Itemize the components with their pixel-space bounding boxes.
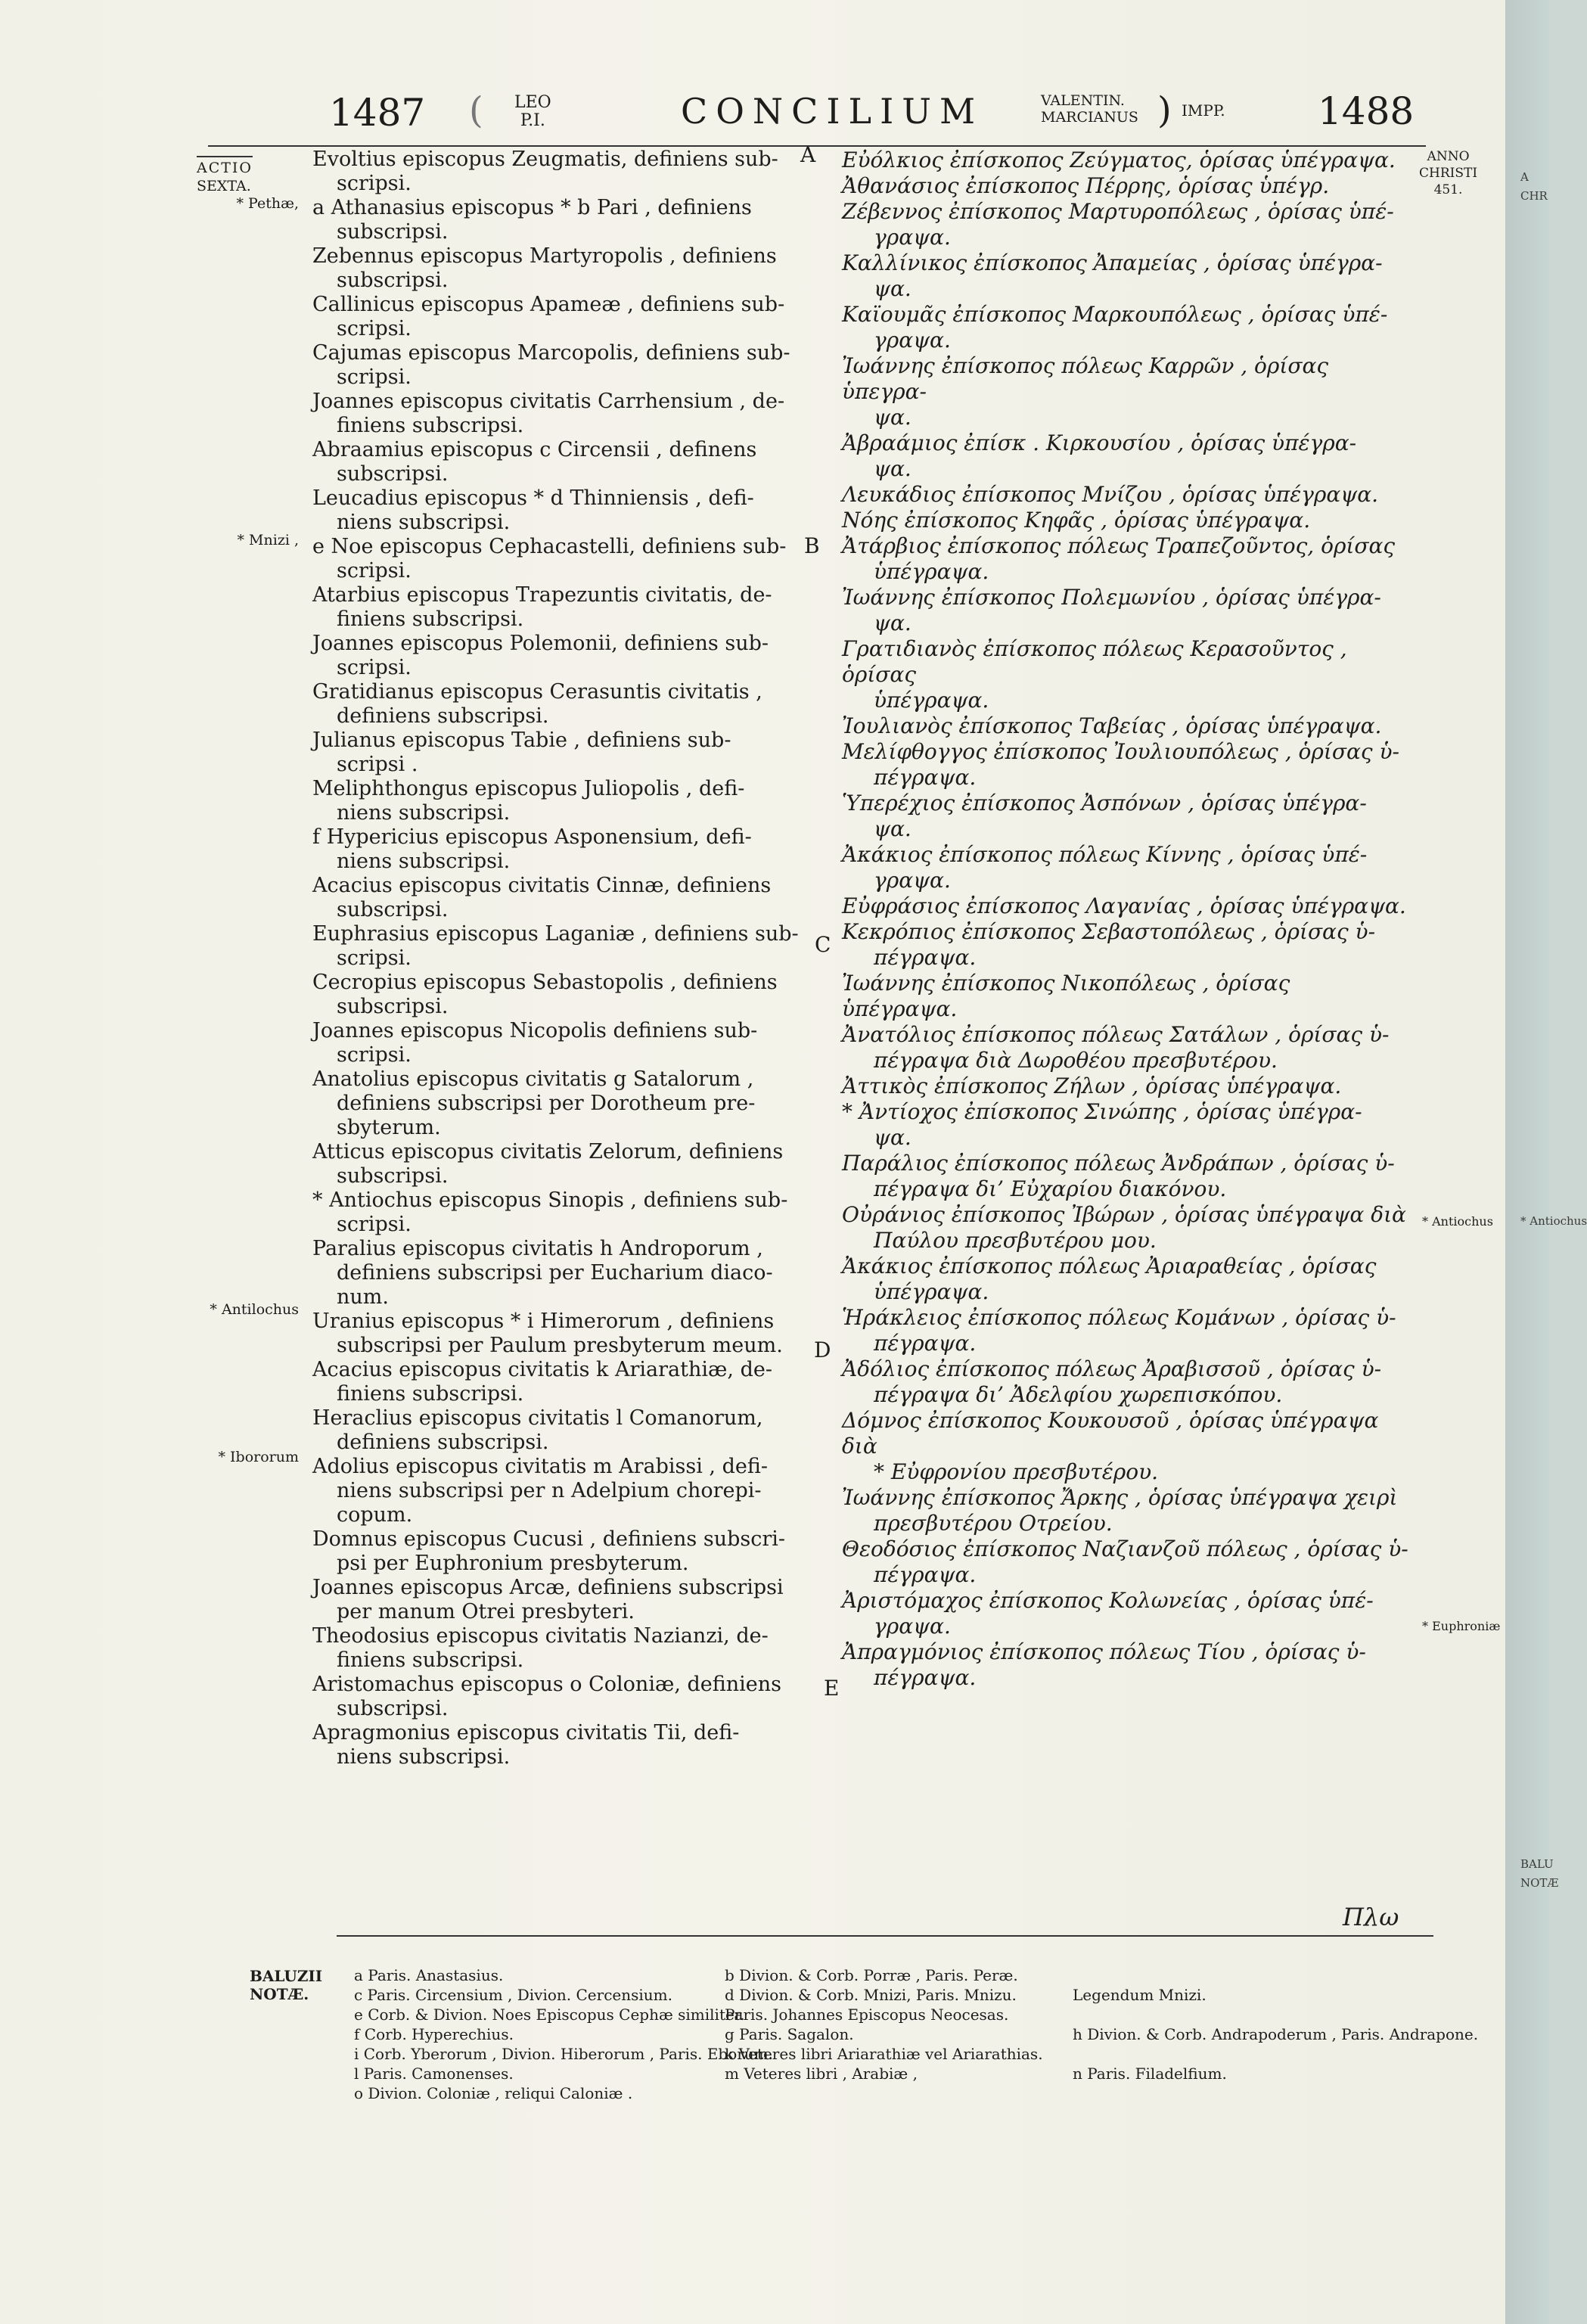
- latin-entry: [306, 1067, 813, 1140]
- latin-entry-line: niens subscripsi.: [337, 511, 511, 534]
- latin-entry-line: Euphrasius episcopus Laganiæ , definiens sub-: [312, 922, 799, 946]
- greek-entry-line: πέγραψα δι’ Εὐχαρίου διακόνου.: [874, 1176, 1227, 1201]
- greek-entry: [836, 173, 1411, 199]
- latin-entry: [306, 1527, 813, 1576]
- greek-entry-line: πέγραψα.: [874, 1562, 977, 1587]
- greek-entry: [836, 1099, 1411, 1151]
- latin-entry: [306, 196, 813, 244]
- greek-entry-line: ψα.: [874, 276, 912, 301]
- greek-entry-line: Ἀκάκιος ἐπίσκοπος πόλεως Ἀριαραθείας , ὁρίσας: [842, 1254, 1377, 1279]
- latin-entry: [306, 1019, 813, 1067]
- margin-note-right: * Antiochus: [1422, 1214, 1493, 1229]
- greek-entry-line: ὑπέγραψα.: [874, 1279, 989, 1304]
- bracket-right: ): [1157, 89, 1172, 132]
- latin-entry-line: Gratidianus episcopus Cerasuntis civitatis ,: [312, 680, 762, 704]
- greek-entry: [836, 482, 1411, 508]
- latin-entry: [306, 777, 813, 825]
- latin-entry-line: num.: [337, 1285, 389, 1309]
- greek-entry: [836, 1536, 1411, 1588]
- greek-entry: [836, 1485, 1411, 1536]
- latin-entry-line: subscripsi.: [337, 995, 449, 1018]
- latin-entry-line: scripsi.: [337, 317, 412, 340]
- footnote: Legendum Mnizi.: [1073, 1986, 1207, 2004]
- latin-entry-line: f Hypericius episcopus Asponensium, defi-: [312, 825, 752, 849]
- page-number-right: 1488: [1318, 89, 1415, 133]
- latin-entry: [306, 971, 813, 1019]
- latin-entry-line: sbyterum.: [337, 1116, 441, 1139]
- greek-entry-line: * Εὐφρονίου πρεσβυτέρου.: [874, 1459, 1159, 1484]
- latin-entry-line: subscripsi.: [337, 1697, 449, 1720]
- latin-entry-line: subscripsi.: [337, 269, 449, 292]
- latin-entry: [306, 1188, 813, 1237]
- footnote-row: [354, 2024, 1479, 2044]
- latin-entry-line: scripsi .: [337, 753, 418, 776]
- footnote-row: [354, 2044, 1436, 2064]
- margin-note-left: * Mnizi ,: [237, 532, 299, 548]
- greek-entry: [836, 585, 1411, 636]
- greek-entry-line: Ἰωάννης ἐπίσκοπος Ἄρκης , ὁρίσας ὑπέγραψα χειρὶ: [842, 1485, 1398, 1510]
- footnote: d Divion. & Corb. Mnizi, Paris. Mnizu.: [725, 1986, 1017, 2004]
- footnote: b Divion. & Corb. Porræ , Paris. Peræ.: [725, 1966, 1018, 1984]
- latin-entry-line: Cecropius episcopus Sebastopolis , definiens: [312, 971, 778, 994]
- latin-entry: [306, 1310, 813, 1358]
- latin-entry-line: Julianus episcopus Tabie , definiens sub-: [312, 729, 731, 752]
- greek-entry-line: Ἀριστόμαχος ἐπίσκοπος Κολωνείας , ὁρίσας ὑπέ-: [842, 1588, 1374, 1613]
- greek-entry-line: Ἀτάρβιος ἐπίσκοπος πόλεως Τραπεζοῦντος, ὁρίσας: [842, 533, 1396, 558]
- greek-entry-line: Λευκάδιος ἐπίσκοπος Μνίζου , ὁρίσας ὑπέγραψα.: [842, 482, 1379, 507]
- latin-entry: [306, 1624, 813, 1673]
- latin-entry-line: definiens subscripsi per Dorotheum pre-: [337, 1092, 756, 1115]
- footnote: [1073, 2083, 1436, 2103]
- greek-entry-line: Νόης ἐπίσκοπος Κηφᾶς , ὁρίσας ὑπέγραψα.: [842, 508, 1311, 533]
- margin-note-left: * Pethæ,: [236, 195, 299, 212]
- latin-entry: [306, 535, 813, 583]
- greek-entry-line: Παράλιος ἐπίσκοπος πόλεως Ἀνδράπων , ὁρίσας ὑ-: [842, 1151, 1395, 1176]
- greek-entry-line: Θεοδόσιος ἐπίσκοπος Ναζιανζοῦ πόλεως , ὁρίσας ὑ-: [842, 1536, 1408, 1561]
- latin-entry: [306, 1455, 813, 1527]
- emperor-left: [514, 94, 551, 130]
- footnote: Paris. Johannes Episcopus Neocesas.: [725, 2006, 1009, 2024]
- footnote: [1073, 1965, 1436, 1985]
- greek-entry-line: ψα.: [874, 456, 912, 481]
- greek-entry: [836, 1254, 1411, 1305]
- section-letter: A: [800, 142, 816, 167]
- latin-entry-line: niens subscripsi.: [337, 1745, 511, 1769]
- latin-entry-line: subscripsi.: [337, 220, 449, 244]
- actio-line-1: ACTIO: [197, 156, 253, 177]
- latin-entry: [306, 438, 813, 486]
- footnote-row: [354, 1985, 1436, 2005]
- greek-entry-line: πέγραψα.: [874, 765, 977, 790]
- footnotes: [354, 1965, 1479, 2103]
- footnote-row: [354, 2083, 1436, 2103]
- running-title: CONCILIUM: [681, 91, 984, 132]
- greek-entry-line: Μελίφθογγος ἐπίσκοπος Ἰουλιουπόλεως , ὁρίσας ὑ-: [842, 739, 1399, 764]
- imperatores-label: IMPP.: [1182, 101, 1225, 120]
- latin-entry-line: Evoltius episcopus Zeugmatis, definiens sub-: [312, 148, 778, 171]
- catchword: Πλω: [1343, 1903, 1399, 1931]
- facing-page-text: A: [1520, 170, 1529, 184]
- latin-entry-line: Joannes episcopus civitatis Carrhensium , de-: [312, 390, 785, 413]
- greek-entry: [836, 508, 1411, 533]
- latin-entry-line: Acacius episcopus civitatis k Ariarathiæ, de-: [312, 1358, 772, 1381]
- greek-entry: [836, 893, 1411, 919]
- greek-entry-line: Ἀπραγμόνιος ἐπίσκοπος πόλεως Τίου , ὁρίσας ὑ-: [842, 1639, 1366, 1664]
- greek-column: [836, 148, 1411, 1691]
- greek-entry-line: γραψα.: [874, 225, 951, 250]
- latin-entry: [306, 341, 813, 390]
- latin-entry-line: subscripsi per Paulum presbyterum meum.: [337, 1334, 783, 1357]
- greek-entry: [836, 1588, 1411, 1639]
- greek-entry: [836, 713, 1411, 739]
- greek-entry-line: Ἰωάννης ἐπίσκοπος Νικοπόλεως , ὁρίσας ὑπέγραψα.: [842, 971, 1290, 1021]
- latin-entry-line: scripsi.: [337, 946, 412, 970]
- greek-entry-line: Δόμνος ἐπίσκοπος Κουκουσοῦ , ὁρίσας ὑπέγραψα διὰ: [842, 1408, 1379, 1459]
- page-number-left: 1487: [329, 91, 426, 135]
- latin-entry-line: Domnus episcopus Cucusi , definiens subscri-: [312, 1527, 786, 1551]
- footnote: a Paris. Anastasius.: [354, 1966, 504, 1984]
- greek-entry: [836, 636, 1411, 713]
- latin-entry-line: scripsi.: [337, 1213, 412, 1236]
- latin-entry: [306, 1673, 813, 1721]
- latin-entry-line: e Noe episcopus Cephacastelli, definiens sub-: [312, 535, 787, 558]
- header-rule: [208, 145, 1426, 147]
- emperor-right-2: MARCIANUS: [1041, 109, 1138, 126]
- greek-entry: [836, 842, 1411, 893]
- actio-label: [197, 156, 253, 195]
- latin-entry: [306, 1406, 813, 1455]
- latin-entry-line: per manum Otrei presbyteri.: [337, 1600, 635, 1623]
- greek-entry-line: πέγραψα δι’ Ἀδελφίου χωρεπισκόπου.: [874, 1382, 1283, 1407]
- greek-entry: [836, 148, 1411, 173]
- footnote: i Corb. Yberorum , Divion. Hiberorum , Paris. Eborum.: [354, 2045, 774, 2063]
- latin-entry-line: Callinicus episcopus Apameæ , definiens sub-: [312, 293, 785, 316]
- latin-entry-line: definiens subscripsi.: [337, 1431, 549, 1454]
- greek-entry-line: Ἡράκλειος ἐπίσκοπος πόλεως Κομάνων , ὁρίσας ὑ-: [842, 1305, 1396, 1330]
- latin-entry-line: Adolius episcopus civitatis m Arabissi , defi-: [312, 1455, 768, 1478]
- emperors-right: [1041, 92, 1138, 126]
- emperor-right-1: VALENTIN.: [1041, 92, 1125, 109]
- greek-entry: [836, 199, 1411, 250]
- greek-entry: [836, 430, 1411, 482]
- latin-entry-line: Zebennus episcopus Martyropolis , definiens: [312, 244, 777, 268]
- latin-entry-line: Aristomachus episcopus o Coloniæ, definiens: [312, 1673, 782, 1696]
- greek-entry-line: Ἀθανάσιος ἐπίσκοπος Πέρρης, ὁρίσας ὑπέγρ.: [842, 173, 1330, 198]
- footnote-row: [354, 1965, 1436, 1985]
- latin-entry-line: finiens subscripsi.: [337, 1648, 524, 1672]
- latin-entry-line: finiens subscripsi.: [337, 1382, 524, 1406]
- anno-line-1: ANNO: [1427, 149, 1470, 164]
- facing-page-edge: [1516, 0, 1587, 2324]
- notes-heading-1: BALUZII: [250, 1967, 323, 1985]
- emperor-left-name: LEO: [514, 93, 551, 112]
- footnote-row: [354, 2005, 1436, 2024]
- greek-entry-line: γραψα.: [874, 1614, 951, 1639]
- latin-entry-line: Abraamius episcopus c Circensii , definens: [312, 438, 757, 461]
- greek-entry: [836, 791, 1411, 842]
- latin-entry-line: Acacius episcopus civitatis Cinnæ, definiens: [312, 874, 772, 897]
- anno-line-2: CHRISTI: [1419, 166, 1478, 181]
- footnote: h Divion. & Corb. Andrapoderum , Paris. Andrapone.: [1073, 2025, 1479, 2043]
- footnote: g Paris. Sagalon.: [725, 2025, 854, 2043]
- latin-entry-line: Paralius episcopus civitatis h Androporum ,: [312, 1237, 763, 1260]
- greek-entry-line: Ἀδόλιος ἐπίσκοπος πόλεως Ἀραβισσοῦ , ὁρίσας ὑ-: [842, 1356, 1382, 1381]
- latin-entry-line: Apragmonius episcopus civitatis Tii, defi-: [312, 1721, 740, 1745]
- greek-entry-line: πρεσβυτέρου Οτρείου.: [874, 1511, 1113, 1536]
- greek-entry-line: ψα.: [874, 1125, 912, 1150]
- greek-entry: [836, 1151, 1411, 1202]
- greek-entry-line: Ἀνατόλιος ἐπίσκοπος πόλεως Σατάλων , ὁρίσας ὑ-: [842, 1022, 1390, 1047]
- greek-entry: [836, 353, 1411, 430]
- notes-rule: [337, 1935, 1433, 1937]
- greek-entry-line: Καλλίνικος ἐπίσκοπος Ἀπαμείας , ὁρίσας ὑπέγρα-: [842, 250, 1383, 275]
- latin-entry-line: finiens subscripsi.: [337, 607, 524, 631]
- greek-entry-line: Ἰουλιανὸς ἐπίσκοπος Ταβείας , ὁρίσας ὑπέγραψα.: [842, 713, 1382, 738]
- greek-entry-line: ψα.: [874, 405, 912, 430]
- latin-column: [306, 148, 813, 1769]
- latin-entry: [306, 583, 813, 632]
- latin-entry: [306, 825, 813, 874]
- greek-entry-line: Γρατιδιανὸς ἐπίσκοπος πόλεως Κερασοῦντος , ὁρίσας: [842, 636, 1347, 687]
- anno-christi: [1419, 148, 1477, 198]
- latin-entry-line: Cajumas episcopus Marcopolis, definiens sub-: [312, 341, 790, 365]
- anno-year: 451.: [1433, 182, 1463, 197]
- latin-entry-line: Joannes episcopus Arcæ, definiens subscripsi: [312, 1576, 784, 1599]
- latin-entry-line: Heraclius episcopus civitatis l Comanorum,: [312, 1406, 763, 1430]
- latin-entry-line: subscripsi.: [337, 898, 449, 921]
- greek-entry-line: Παύλου πρεσβυτέρου μου.: [874, 1228, 1157, 1253]
- greek-entry: [836, 971, 1411, 1022]
- greek-entry-line: πέγραψα.: [874, 1665, 977, 1690]
- latin-entry: [306, 390, 813, 438]
- greek-entry-line: ὑπέγραψα.: [874, 688, 989, 713]
- latin-entry: [306, 148, 813, 196]
- facing-page-text: BALU: [1520, 1857, 1554, 1871]
- latin-entry: [306, 486, 813, 535]
- greek-entry-line: ψα.: [874, 816, 912, 841]
- greek-entry-line: Ὑπερέχιος ἐπίσκοπος Ἀσπόνων , ὁρίσας ὑπέγρα-: [842, 791, 1367, 816]
- greek-entry: [836, 1408, 1411, 1485]
- greek-entry: [836, 302, 1411, 353]
- latin-entry-line: Leucadius episcopus * d Thinniensis , defi-: [312, 486, 754, 510]
- latin-entry: [306, 680, 813, 729]
- greek-entry-line: Καϊουμᾶς ἐπίσκοπος Μαρκουπόλεως , ὁρίσας ὑπέ-: [842, 302, 1388, 327]
- greek-entry-line: Ἰωάννης ἐπίσκοπος Πολεμωνίου , ὁρίσας ὑπέγρα-: [842, 585, 1381, 610]
- footnote: m Veteres libri , Arabiæ ,: [725, 2065, 918, 2083]
- latin-entry-line: Atarbius episcopus Trapezuntis civitatis, de-: [312, 583, 772, 607]
- latin-entry-line: definiens subscripsi per Eucharium diaco-: [337, 1261, 773, 1285]
- greek-entry-line: Ἀκάκιος ἐπίσκοπος πόλεως Κίννης , ὁρίσας ὑπέ-: [842, 842, 1368, 867]
- greek-entry-line: πέγραψα διὰ Δωροθέου πρεσβυτέρου.: [874, 1048, 1278, 1073]
- facing-page-text: NOTÆ: [1520, 1876, 1559, 1890]
- notes-heading-2: NOTÆ.: [250, 1985, 309, 2003]
- margin-note-left: * Antilochus: [210, 1301, 299, 1318]
- greek-entry-line: Ζέβεννος ἐπίσκοπος Μαρτυροπόλεως , ὁρίσας ὑπέ-: [842, 199, 1394, 224]
- actio-line-2: SEXTA.: [197, 178, 251, 194]
- latin-entry: [306, 632, 813, 680]
- latin-entry-line: psi per Euphronium presbyterum.: [337, 1552, 689, 1575]
- latin-entry-line: Theodosius episcopus civitatis Nazianzi, de-: [312, 1624, 769, 1648]
- footnote: o Divion. Coloniæ , reliqui Caloniæ .: [354, 2084, 633, 2102]
- greek-entry-line: Ἰωάννης ἐπίσκοπος πόλεως Καρρῶν , ὁρίσας ὑπεγρα-: [842, 353, 1329, 404]
- latin-entry-line: * Antiochus episcopus Sinopis , definiens sub-: [312, 1188, 788, 1212]
- greek-entry-line: γραψα.: [874, 868, 951, 893]
- footnote-row: [354, 2064, 1436, 2083]
- footnote: f Corb. Hyperechius.: [354, 2025, 514, 2043]
- greek-entry-line: * Ἀντίοχος ἐπίσκοπος Σινώπης , ὁρίσας ὑπέγρα-: [842, 1099, 1362, 1124]
- latin-entry-line: Uranius episcopus * i Himerorum , definiens: [312, 1310, 775, 1333]
- footnote: k Veteres libri Ariarathiæ vel Ariarathias.: [725, 2045, 1043, 2063]
- footnote: c Paris. Circensium , Divion. Cercensium.: [354, 1986, 672, 2004]
- section-letter: D: [814, 1338, 831, 1362]
- latin-entry: [306, 1237, 813, 1310]
- latin-entry-line: subscripsi.: [337, 462, 449, 486]
- greek-entry-line: Εὐφράσιος ἐπίσκοπος Λαγανίας , ὁρίσας ὑπέγραψα.: [842, 893, 1406, 918]
- latin-entry: [306, 1721, 813, 1769]
- latin-entry-line: definiens subscripsi.: [337, 704, 549, 728]
- emperor-left-title: P.I.: [520, 111, 545, 130]
- margin-note-left: * Ibororum: [218, 1449, 299, 1465]
- latin-entry-line: Meliphthongus episcopus Juliopolis , defi-: [312, 777, 745, 800]
- greek-entry: [836, 1356, 1411, 1408]
- greek-entry: [836, 739, 1411, 791]
- greek-entry-line: Ἀβραάμιος ἐπίσκ . Κιρκουσίου , ὁρίσας ὑπέγρα-: [842, 430, 1357, 455]
- latin-entry-line: copum.: [337, 1503, 413, 1527]
- greek-entry: [836, 1073, 1411, 1099]
- latin-entry: [306, 874, 813, 922]
- latin-entry-line: subscripsi.: [337, 1164, 449, 1188]
- latin-entry-line: Joannes episcopus Polemonii, definiens sub-: [312, 632, 769, 655]
- greek-entry: [836, 533, 1411, 585]
- bracket-left: (: [469, 89, 483, 132]
- footnote: l Paris. Camonenses.: [354, 2065, 514, 2083]
- greek-entry-line: Ἀττικὸς ἐπίσκοπος Ζήλων , ὁρίσας ὑπέγραψα.: [842, 1073, 1342, 1098]
- greek-entry-line: γραψα.: [874, 328, 951, 353]
- latin-entry-line: finiens subscripsi.: [337, 414, 524, 437]
- greek-entry: [836, 1305, 1411, 1356]
- latin-entry-line: a Athanasius episcopus * b Pari , definiens: [312, 196, 752, 219]
- greek-entry-line: Κεκρόπιος ἐπίσκοπος Σεβαστοπόλεως , ὁρίσας ὑ-: [842, 919, 1376, 944]
- footnote: e Corb. & Divion. Noes Episcopus Cephæ similiter.: [354, 2006, 745, 2024]
- section-letter: C: [815, 932, 831, 957]
- greek-entry-line: ὑπέγραψα.: [874, 559, 989, 584]
- footnote: [725, 2083, 1073, 2103]
- greek-entry: [836, 250, 1411, 302]
- latin-entry: [306, 922, 813, 971]
- greek-entry: [836, 919, 1411, 971]
- latin-entry-line: niens subscripsi.: [337, 850, 511, 873]
- latin-entry-line: scripsi.: [337, 1043, 412, 1067]
- latin-entry-line: niens subscripsi.: [337, 801, 511, 825]
- greek-entry-line: Οὐράνιος ἐπίσκοπος Ἰβώρων , ὁρίσας ὑπέγραψα διὰ: [842, 1202, 1406, 1227]
- latin-entry: [306, 729, 813, 777]
- latin-entry-line: Atticus episcopus civitatis Zelorum, definiens: [312, 1140, 784, 1164]
- greek-entry: [836, 1639, 1411, 1691]
- latin-entry: [306, 1358, 813, 1406]
- latin-entry-line: scripsi.: [337, 172, 412, 195]
- footnote: [1073, 2005, 1436, 2024]
- greek-entry-line: πέγραψα.: [874, 945, 977, 970]
- greek-entry: [836, 1022, 1411, 1073]
- latin-entry-line: scripsi.: [337, 656, 412, 679]
- latin-entry-line: scripsi.: [337, 365, 412, 389]
- section-letter: E: [824, 1676, 840, 1701]
- latin-entry: [306, 244, 813, 293]
- footnote: n Paris. Filadelfium.: [1073, 2065, 1227, 2083]
- greek-entry: [836, 1202, 1411, 1254]
- latin-entry-line: niens subscripsi per n Adelpium chorepi-: [337, 1479, 762, 1502]
- notes-heading: [250, 1967, 322, 2003]
- footnote: [1073, 2044, 1436, 2064]
- latin-entry-line: Joannes episcopus Nicopolis definiens sub-: [312, 1019, 758, 1042]
- latin-entry-line: scripsi.: [337, 559, 412, 583]
- facing-page-text: * Antiochus: [1520, 1214, 1587, 1228]
- latin-entry-line: Anatolius episcopus civitatis g Satalorum ,: [312, 1067, 754, 1091]
- facing-page-text: CHR: [1520, 189, 1548, 203]
- greek-entry-line: πέγραψα.: [874, 1331, 977, 1356]
- latin-entry: [306, 1140, 813, 1188]
- margin-note-right: * Euphroniæ: [1422, 1619, 1501, 1633]
- greek-entry-line: Εὐόλκιος ἐπίσκοπος Ζεύγματος, ὁρίσας ὑπέγραψα.: [842, 148, 1396, 172]
- section-letter: B: [804, 533, 820, 558]
- latin-entry: [306, 293, 813, 341]
- greek-entry-line: ψα.: [874, 611, 912, 635]
- latin-entry: [306, 1576, 813, 1624]
